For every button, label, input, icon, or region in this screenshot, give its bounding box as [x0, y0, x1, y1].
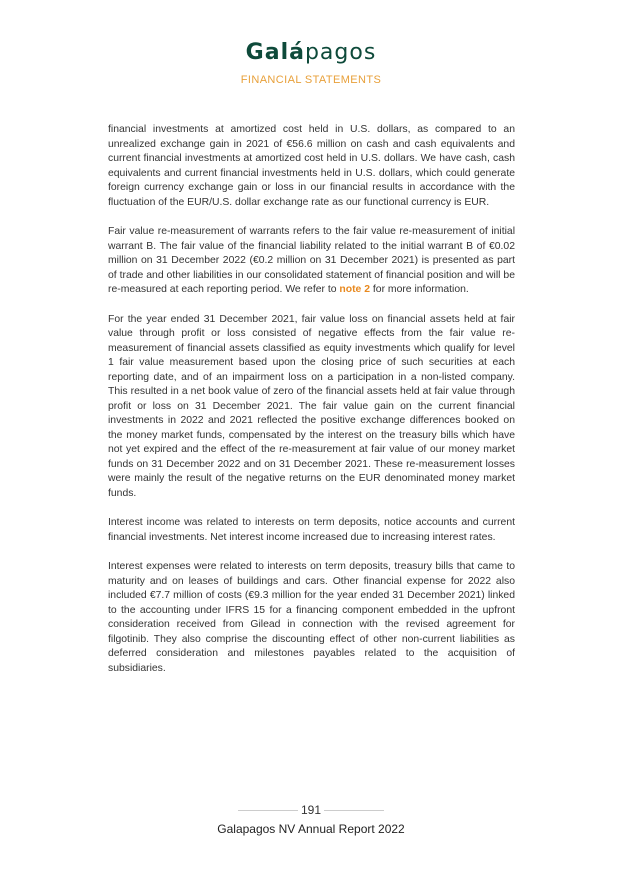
- page-number: 191: [300, 803, 322, 817]
- logo-light-text: pagos: [304, 40, 377, 65]
- paragraph-warrants: [108, 225, 515, 298]
- logo-bold-text: Galá: [245, 40, 305, 65]
- paragraph-exchange: financial investments at amortized cost held in U.S. dollars, as compared to an unrealized exchange gain in 2021 of €56.6 million on cash and cash equivalents and current financial investments at amortized cost held in U.S. dollars. We have cash, cash equivalents and current financial investments held in U.S. dollars, which could generate foreign currency exchange gain or loss in our financial results in accordance with the fluctuation of the EUR/U.S. dollar exchange rate as our functional currency is EUR.: [108, 124, 515, 208]
- paragraph-warrants-end: for more information.: [370, 284, 469, 295]
- paragraph-interest-income: Interest income was related to interests on term deposits, notice accounts and current financial investments. Net interest income increased due to increasing interest rates.: [108, 517, 515, 543]
- galapagos-logo: [0, 40, 622, 65]
- section-title: FINANCIAL STATEMENTS: [240, 74, 382, 86]
- note-2-link[interactable]: note 2: [339, 284, 371, 295]
- report-title: Galapagos NV Annual Report 2022: [217, 822, 405, 836]
- paragraph-fair-value: For the year ended 31 December 2021, fair value loss on financial assets held at fair value through profit or loss consisted of negative effects from the fair value re-measurement of financial assets classified as equity investments which qualify for level 1 fair value measurement based upon the closing price of such securities at each reporting date, and of an impairment loss on a participation in a non-listed company. This resulted in a net book value of zero of the financial assets held at fair value through profit or loss on 31 December 2021. The fair value gain on the current financial investments in 2022 and 2021 reflected the positive exchange differences booked on the money market funds, compensated by the interest on the treasury bills which have not yet expired and the effect of the re-measurement at fair value of our money market funds on 31 December 2022 and on 31 December 2021. These re-measurement losses were mainly the result of the negative returns on the EUR denominated money market funds.: [108, 313, 515, 499]
- document-body: [108, 123, 515, 691]
- paragraph-interest-expenses: Interest expenses were related to interests on term deposits, treasury bills that came to maturity and on leases of buildings and cars. Other financial expense for 2022 also included €7.7 million of costs (€9.3 million for the year ended 31 December 2021) linked to the accounting under IFRS 15 for a financing component embedded in the upfront consideration received from Gilead in connection with the revised agreement for filgotinib. They also comprise the discounting effect of other non-current liabilities as deferred consideration and milestones payables related to the acquisition of subsidiaries.: [108, 561, 515, 674]
- paragraph-warrants-text: Fair value re-measurement of warrants refers to the fair value re-measurement of initial warrant B. The fair value of the financial liability related to the initial warrant B of €0.02 million on 31 December 2022 (€0.2 million on 31 December 2021) is presented as part of trade and other liabilities in our consolidated statement of financial position and will be re-measured at each reporting period. We refer to: [108, 226, 515, 295]
